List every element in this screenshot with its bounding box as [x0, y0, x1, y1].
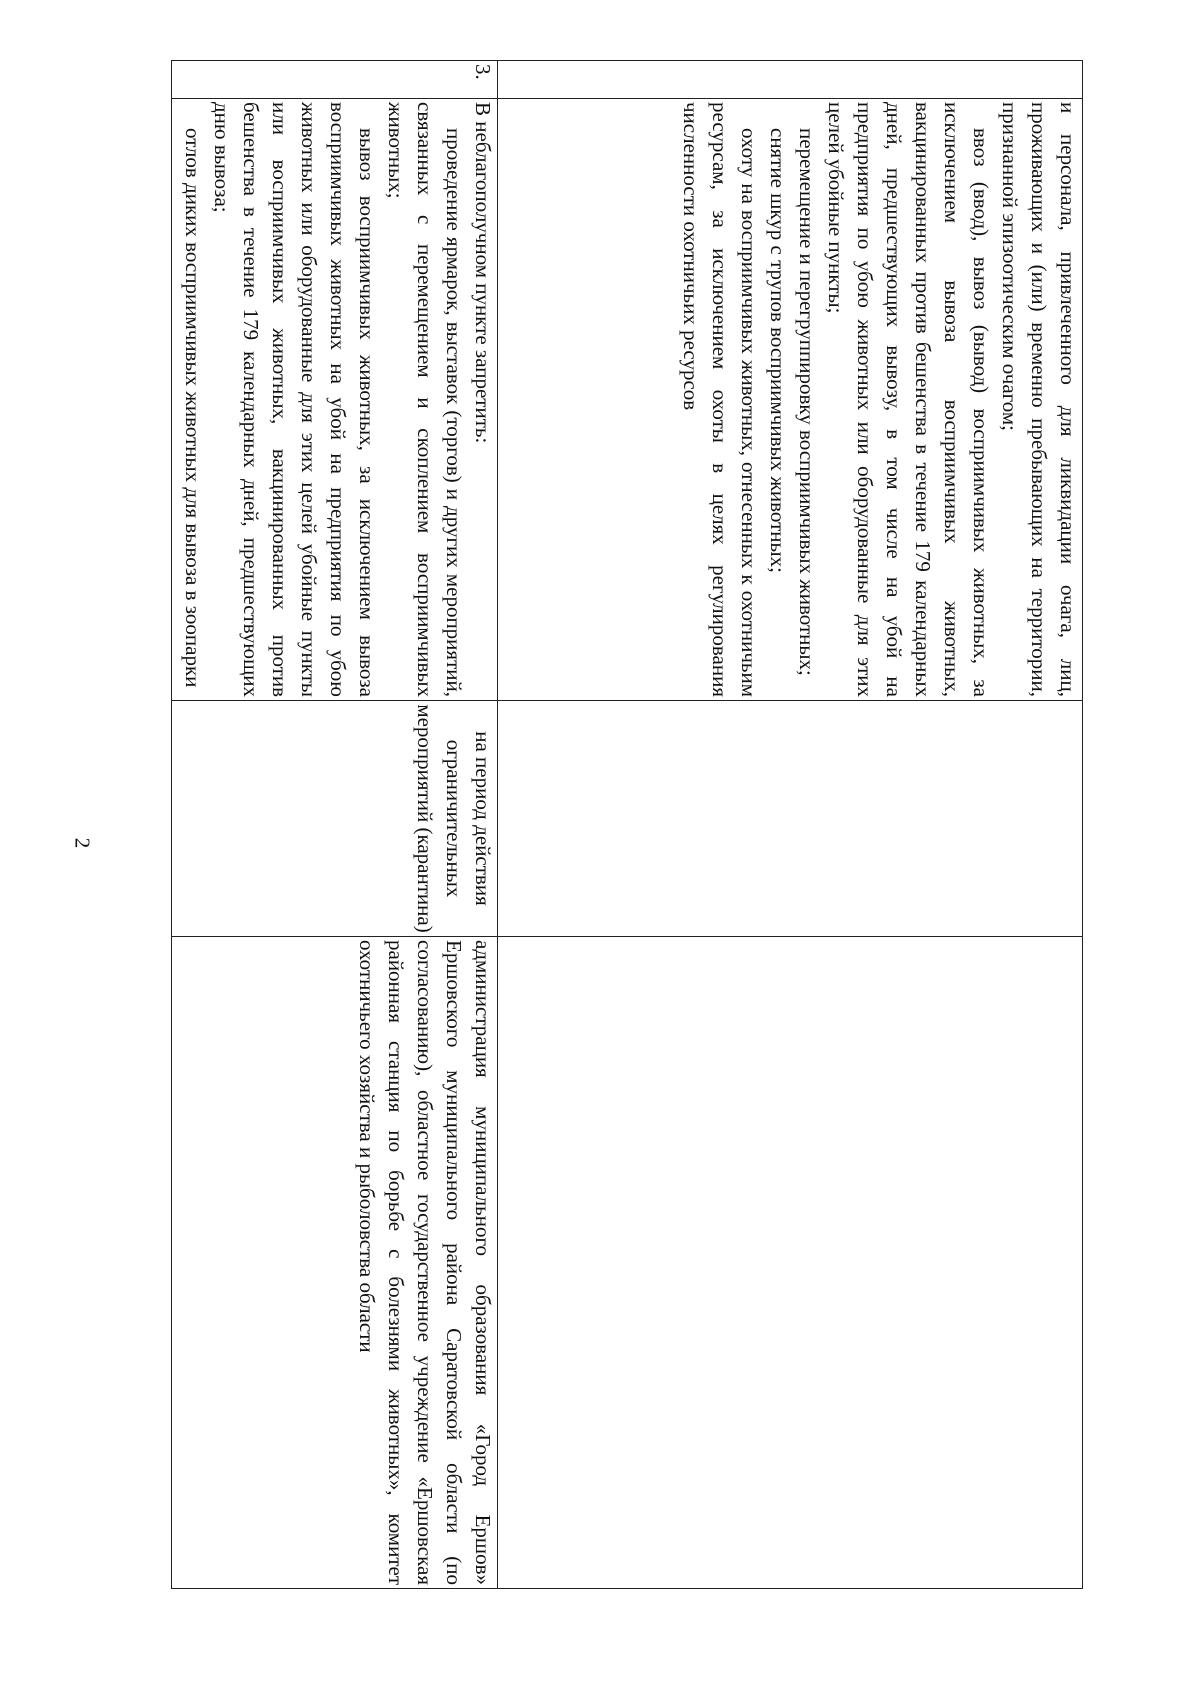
table-row	[498, 61, 1083, 1589]
measure-item: вывоз восприимчивых животных, за исключением вывоза восприимчивых животных на убой на предприятия по убою животных или оборудованные для этих целей убойные пункты или восприимчивых животных, вакцинированных против бешенства в течение 179 календарных дней, предшествующих дню вывоза;	[210, 102, 379, 697]
table-row	[172, 61, 498, 1589]
measures-table	[171, 60, 1083, 1589]
measure-item: ввоз (ввод), вывоз (вывод) восприимчивых животных, за исключением вывоза восприимчивых животных, вакцинированных против бешенства в течение 179 календарных дней, предшествующих вывозу, в том числе на убой на предприятия по убою животных или оборудованные для этих целей убойные пункты;	[824, 102, 993, 697]
page-number: 2	[70, 837, 95, 849]
measure-item: перемещение и перегруппировку восприимчивых животных;	[795, 128, 819, 676]
document-table-rotated	[171, 60, 1083, 1588]
measures-cell	[172, 99, 498, 701]
measure-item: отлов диких восприимчивых животных для вывоза в зоопарки	[181, 128, 205, 688]
measure-item: В неблагополучном пункте запретить:	[471, 102, 495, 444]
row-number-cell: 3.	[172, 61, 498, 99]
measure-item: охоту на восприимчивых животных, отнесенных к охотничьим ресурсам, за исключением охоты в целях регулирования численности охотничьих ресурсов	[679, 102, 761, 697]
responsible-cell	[498, 937, 1083, 1589]
period-cell	[498, 701, 1083, 937]
measure-item: проведение ярмарок, выставок (торгов) и других мероприятий, связанных с перемещением и скоплением восприимчивых животных;	[384, 102, 466, 697]
period-cell: на период действия ограничительных мероприятий (карантина)	[172, 701, 498, 937]
measure-item: и персонала, привлеченного для ликвидации очага, лиц, проживающих и (или) временно пребывающих на территории, признанной эпизоотическим очагом;	[998, 102, 1080, 697]
measure-item: снятие шкур с трупов восприимчивых животных;	[766, 128, 790, 573]
row-number-cell	[498, 61, 1083, 99]
responsible-cell: администрация муниципального образования «Город Ершов» Ершовского муниципального района Саратовской области (по согласованию), областное государственное учреждение «Ершовская районная станция по борьбе с болезнями животных», комитет охотничьего хозяйства и рыболовства области	[172, 937, 498, 1589]
measures-cell	[498, 99, 1083, 701]
